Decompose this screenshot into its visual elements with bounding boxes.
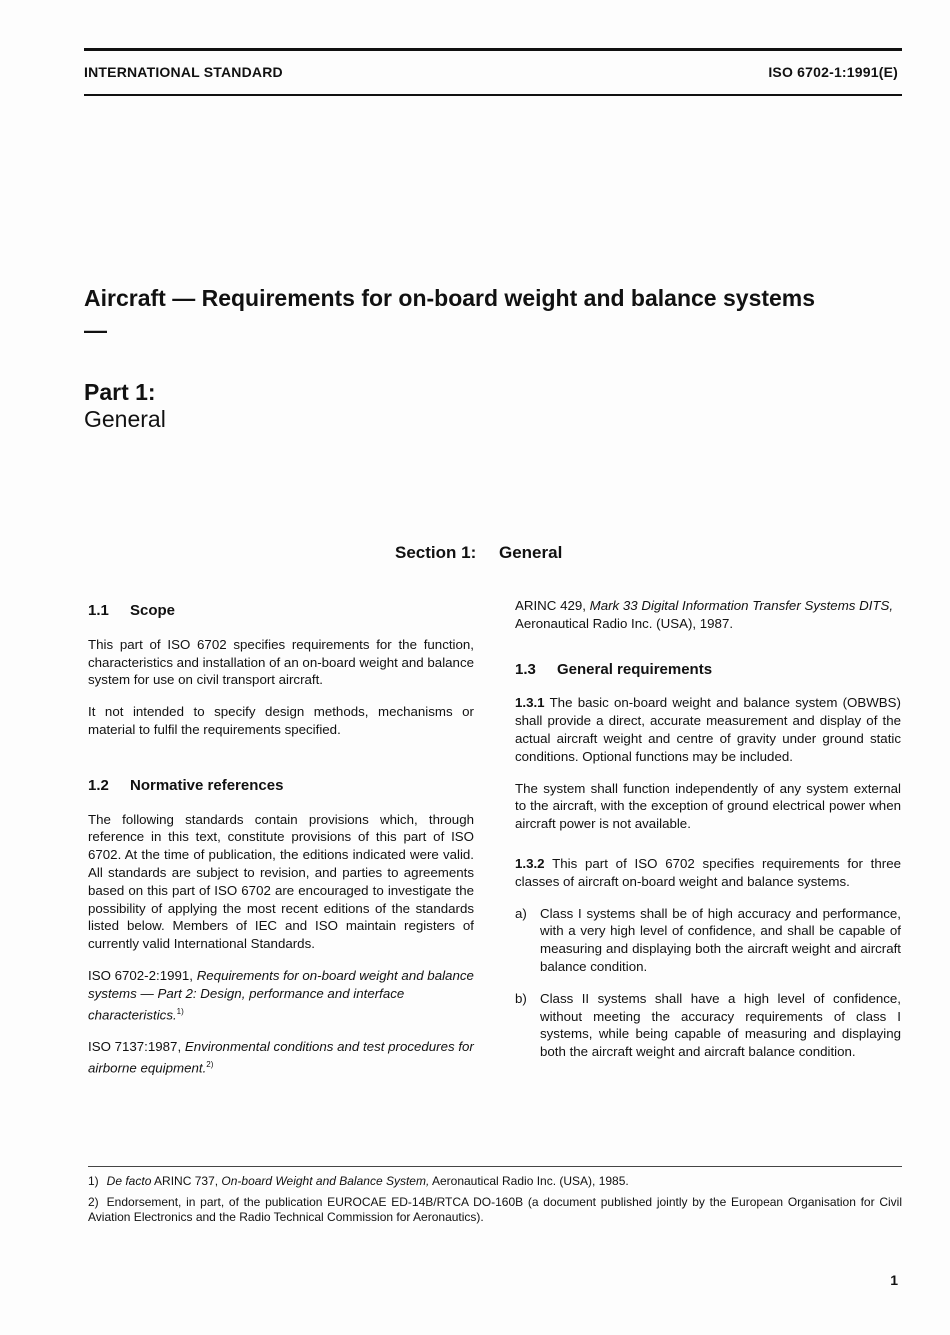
section-name: General bbox=[498, 543, 563, 562]
part-name: General bbox=[84, 406, 166, 432]
footnote-marker: 1) bbox=[176, 1006, 184, 1016]
clause-number: 1.2 bbox=[88, 776, 109, 794]
clause-number: 1.1 bbox=[88, 602, 109, 619]
right-column bbox=[515, 597, 901, 1075]
top-rule bbox=[84, 48, 902, 51]
clause-1-3-2 bbox=[515, 855, 901, 891]
footnote-tail: Aeronautical Radio Inc. (USA), 1985. bbox=[429, 1174, 629, 1188]
normative-references-paragraph: The following standards contain provisions which, through reference in this text, constitute provisions of this part of ISO 6702. At the time of publication, the editions indicated were valid. All standards are subject to revision, and parties to agreements based on this part of ISO 6702 are encouraged to investigate the possibility of applying the most recent editions of the standards listed below. Members of IEC and ISO maintain registers of currently valid International Standards. bbox=[88, 811, 474, 952]
subclause-number: 1.3.1 bbox=[515, 695, 545, 711]
reference-code: ARINC 429, bbox=[515, 598, 586, 613]
footnote-2 bbox=[88, 1195, 902, 1225]
section-label: Section 1: bbox=[395, 543, 477, 562]
reference-title: Environmental conditions and test procedures for airborne equipment. bbox=[88, 1038, 474, 1075]
clause-title: General requirements bbox=[557, 660, 713, 678]
reference-iso-6702-2 bbox=[88, 967, 474, 1024]
list-item-class-2 bbox=[515, 990, 901, 1061]
clause-1-2-heading bbox=[88, 777, 474, 795]
reference-publisher: Aeronautical Radio Inc. (USA), 1987. bbox=[515, 615, 734, 631]
document-title: Aircraft — Requirements for on-board weight and balance systems — bbox=[84, 285, 816, 343]
footnote-marker: 2) bbox=[206, 1059, 214, 1069]
clause-1-1-heading bbox=[88, 602, 474, 620]
clause-title: Scope bbox=[130, 602, 176, 619]
page-number: 1 bbox=[890, 1272, 898, 1288]
clause-1-3-1 bbox=[515, 694, 901, 765]
footnote-lead: De facto bbox=[106, 1174, 152, 1188]
clause-1-3-heading bbox=[515, 661, 901, 679]
footnote-rule bbox=[88, 1166, 902, 1167]
header-rule bbox=[84, 94, 902, 96]
footnotes bbox=[88, 1174, 902, 1231]
part-label: Part 1: bbox=[84, 379, 156, 405]
reference-title: Mark 33 Digital Information Transfer Systems DITS, bbox=[589, 598, 894, 613]
subclause-text: The basic on-board weight and balance system (OBWBS) shall provide a direct, accurate measurement and display of the actual aircraft weight and centre of gravity under ground static conditions. Optional functions may be included. bbox=[515, 695, 901, 764]
reference-arinc-429 bbox=[515, 597, 901, 633]
subclause-text: This part of ISO 6702 specifies requirements for three classes of aircraft on-board weight and balance systems. bbox=[515, 855, 901, 889]
list-item-class-1 bbox=[515, 905, 901, 976]
footnote-text: Endorsement, in part, of the publication EUROCAE ED-14B/RTCA DO-160B (a document published jointly by the European Organisation for Civil Aviation Electronics and the Radio Technical Commission for Aeronautics). bbox=[88, 1195, 902, 1224]
reference-code: ISO 6702-2:1991, bbox=[88, 967, 193, 983]
footnote-1 bbox=[88, 1174, 902, 1189]
scope-paragraph-1: This part of ISO 6702 specifies requirements for the function, characteristics and installation of an on-board weight and balance system for use on civil transport aircraft. bbox=[88, 636, 474, 688]
left-column bbox=[88, 602, 474, 1091]
footnote-title: On-board Weight and Balance System, bbox=[221, 1174, 430, 1188]
reference-title: Requirements for on-board weight and balance systems — Part 2: Design, performance and interface characteristics. bbox=[88, 967, 474, 1022]
clause-1-3-1-paragraph-2: The system shall function independently of any system external to the aircraft, with the exception of ground electrical power when aircraft power is not available. bbox=[515, 780, 901, 832]
header-document-id: ISO 6702-1:1991(E) bbox=[768, 64, 898, 80]
scope-paragraph-2: It not intended to specify design methods, mechanisms or material to fulfil the requirements specified. bbox=[88, 704, 474, 737]
footnote-text: ARINC 737, bbox=[151, 1174, 222, 1188]
list-item-text: Class II systems shall have a high level of confidence, without meeting the accuracy requirements of class I systems, while being capable of measuring and displaying both the aircraft weight and aircraft balance condition. bbox=[540, 990, 901, 1060]
list-item-text: Class I systems shall be of high accuracy and performance, with a very high level of confidence, and shall be capable of measuring and displaying both the aircraft weight and aircraft balance condition. bbox=[540, 905, 901, 974]
footnote-number: 1) bbox=[88, 1174, 99, 1188]
footnote-number: 2) bbox=[88, 1195, 99, 1209]
header-standard-type: INTERNATIONAL STANDARD bbox=[84, 64, 283, 80]
reference-code: ISO 7137:1987, bbox=[88, 1038, 182, 1054]
list-item-label: b) bbox=[515, 990, 527, 1006]
subclause-number: 1.3.2 bbox=[515, 855, 545, 871]
list-item-label: a) bbox=[515, 905, 527, 921]
clause-number: 1.3 bbox=[515, 660, 536, 678]
reference-iso-7137 bbox=[88, 1038, 474, 1077]
section-heading bbox=[395, 543, 562, 563]
clause-title: Normative references bbox=[130, 776, 284, 794]
